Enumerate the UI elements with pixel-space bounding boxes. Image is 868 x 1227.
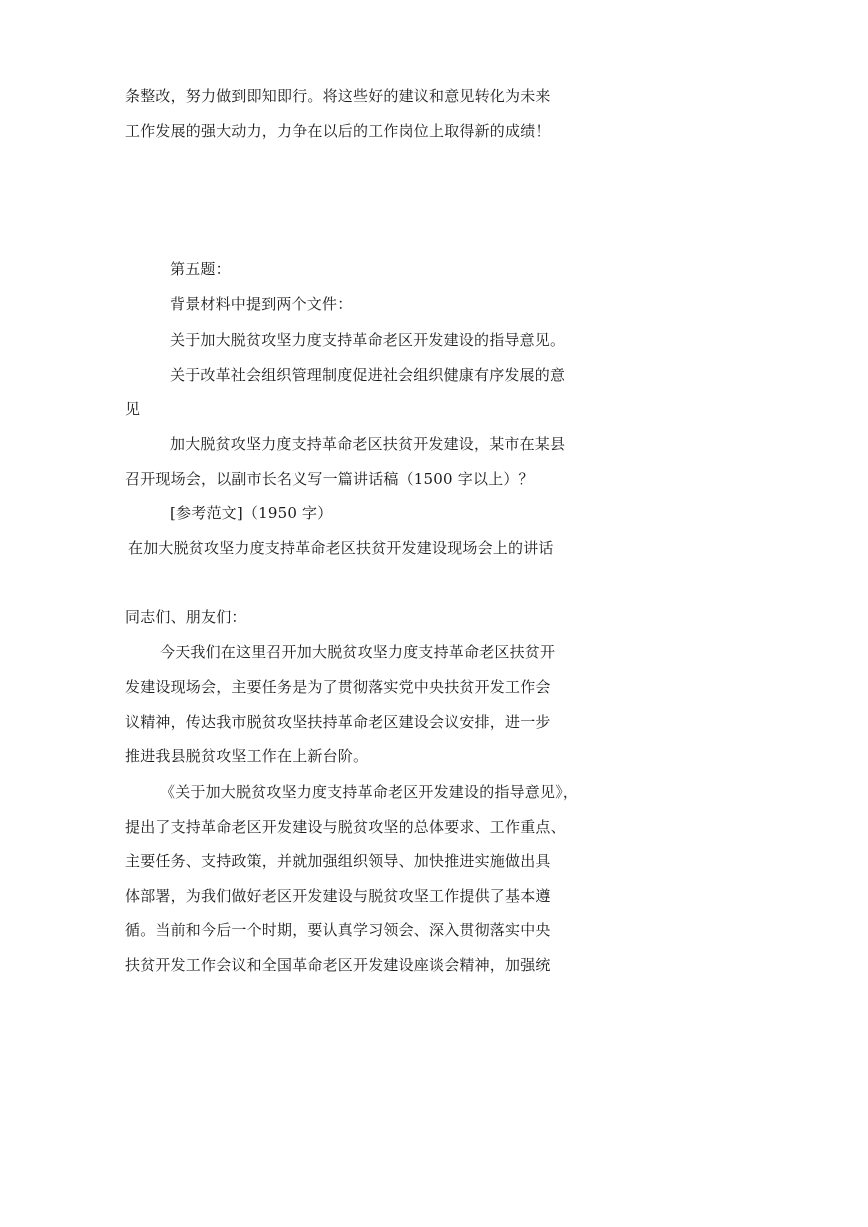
reference-label: [参考范文]（1950 字） [170, 504, 333, 522]
paragraph-2-line-2: 提出了支持革命老区开发建设与脱贫攻坚的总体要求、工作重点、 [125, 818, 566, 836]
paragraph-1-line-4: 推进我县脱贫攻坚工作在上新台阶。 [125, 747, 369, 765]
paragraph-2-line-5: 循。当前和今后一个时期，要认真学习领会、深入贯彻落实中央 [125, 921, 551, 939]
question-heading: 第五题： [170, 260, 231, 278]
prompt-line-1: 加大脱贫攻坚力度支持革命老区扶贫开发建设，某市在某县 [170, 435, 566, 453]
file-2-line-1: 关于改革社会组织管理制度促进社会组织健康有序发展的意 [170, 366, 566, 384]
paragraph-2-line-4: 体部署，为我们做好老区开发建设与脱贫攻坚工作提供了基本遵 [125, 887, 551, 905]
intro-line-1: 条整改，努力做到即知即行。将这些好的建议和意见转化为未来 [125, 87, 551, 105]
file-1: 关于加大脱贫攻坚力度支持革命老区开发建设的指导意见。 [170, 331, 566, 349]
background-intro: 背景材料中提到两个文件： [170, 295, 353, 313]
paragraph-2-line-6: 扶贫开发工作会议和全国革命老区开发建设座谈会精神，加强统 [125, 956, 551, 974]
paragraph-2-line-1: 《关于加大脱贫攻坚力度支持革命老区开发建设的指导意见》， [160, 783, 579, 801]
paragraph-1-line-2: 发建设现场会，主要任务是为了贯彻落实党中央扶贫开发工作会 [125, 678, 551, 696]
speech-title: 在加大脱贫攻坚力度支持革命老区扶贫开发建设现场会上的讲话 [128, 539, 554, 557]
intro-line-2: 工作发展的强大动力，力争在以后的工作岗位上取得新的成绩！ [125, 122, 551, 140]
paragraph-1-line-3: 议精神，传达我市脱贫攻坚扶持革命老区建设会议安排，进一步 [125, 713, 551, 731]
prompt-line-2: 召开现场会，以副市长名义写一篇讲话稿（1500 字以上）？ [125, 470, 534, 488]
paragraph-2-line-3: 主要任务、支持政策，并就加强组织领导、加快推进实施做出具 [125, 852, 551, 870]
paragraph-1-line-1: 今天我们在这里召开加大脱贫攻坚力度支持革命老区扶贫开 [160, 643, 556, 661]
speech-salutation: 同志们、朋友们： [125, 608, 247, 626]
file-2-line-2: 见 [125, 400, 141, 418]
